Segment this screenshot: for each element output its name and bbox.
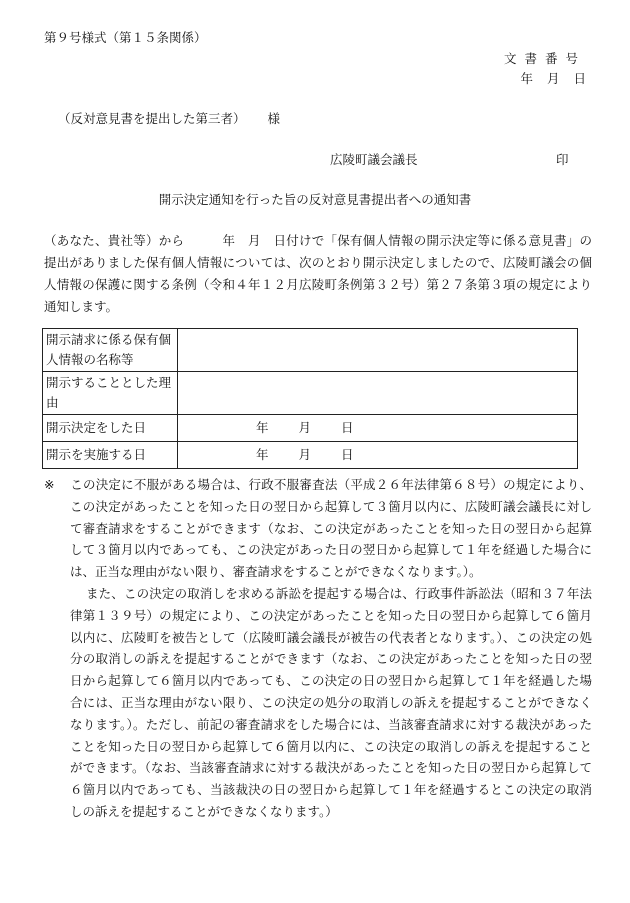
recipient-honorific: 様: [267, 111, 281, 126]
row-value-info-name: [178, 329, 578, 372]
table-row: [43, 415, 578, 442]
document-number-label: 文書番号: [503, 51, 586, 66]
table-row: [43, 329, 578, 372]
disclosure-info-table: [42, 328, 578, 469]
note-text-appeal: この決定に不服がある場合は、行政不服審査法（平成２６年法律第６８号）の規定により、この決定があったことを知った日の翌日から起算して３箇月以内に、広陵町議会議長に対して審査請求をすることができます（なお、この決定があったことを知った日の翌日から起算して３箇月以内であっても、この決定があった日の翌日から起算して１年を経過した場合には、正当な理由がない限り、審査請求をすることができなくなります。）。: [70, 477, 592, 580]
date-day-label: 日: [573, 71, 586, 86]
recipient-name: （反対意見書を提出した第三者）: [58, 111, 246, 126]
document-title: 開示決定通知を行った旨の反対意見書提出者への通知書: [158, 192, 472, 207]
decision-month-label: 月: [298, 420, 312, 435]
implementation-day-label: 日: [341, 447, 354, 462]
form-number: 第９号様式（第１５条関係）: [44, 30, 207, 45]
seal-mark: 印: [556, 152, 569, 167]
implementation-year-label: 年: [256, 447, 269, 462]
row-value-implementation-date: [178, 442, 578, 469]
note-mark: ※: [44, 477, 55, 492]
note-paragraph-lawsuit: また、この決定の取消しを求める訴訟を提起する場合は、行政事件訴訟法（昭和３７年法律第１３９号）の規定により、この決定があったことを知った日の翌日から起算して６箇月以内に、広陵町を被告として（広陵町議会議長が被告の代表者となります。）、この決定の処分の取消しの訴えを提起することができます（なお、この決定があったことを知った日の翌日から起算して６箇月以内であっても、この決定の日の翌日から起算して１年を経過した場合には、正当な理由がない限り、この決定の処分の取消しの訴えを提起することができなくなります。）。ただし、前記の審査請求をした場合には、当該審査請求に対する裁決があったことを知った日の翌日から起算して６箇月以内に、この決定の取消しの訴えを提起することができます。（なお、当該審査請求に対する裁決があったことを知った日の翌日から起算して６箇月以内であっても、当該裁決の日の翌日から起算して１年を経過するとこの決定の取消しの訴えを提起することができなくなります。）: [70, 585, 592, 819]
note-paragraph-appeal: [44, 474, 592, 583]
notes-section: [44, 474, 592, 823]
decision-year-label: 年: [256, 420, 269, 435]
table-row: [43, 372, 578, 415]
implementation-month-label: 月: [298, 447, 312, 462]
row-label-info-name: 開示請求に係る保有個人情報の名称等: [43, 329, 178, 372]
recipient-line: [58, 109, 280, 129]
table-row: [43, 442, 578, 469]
document-date: [506, 69, 586, 89]
row-value-decision-date: [178, 415, 578, 442]
date-month-label: 月: [546, 71, 560, 86]
intro-paragraph: （あなた、貴社等）から 年 月 日付けで「保有個人情報の開示決定等に係る意見書」の提出がありました保有個人情報については、次のとおり開示決定しましたので、広陵町議会の個人情報の保護に関する条例（令和４年１２月広陵町条例第３２号）第２７条第３項の規定により通知します。: [44, 233, 592, 314]
row-label-implementation-date: 開示を実施する日: [43, 442, 178, 469]
sender-name: 広陵町議会議長: [330, 152, 418, 167]
row-label-decision-date: 開示決定をした日: [43, 415, 178, 442]
row-label-reason: 開示することとした理由: [43, 372, 178, 415]
sender-line: [330, 150, 570, 170]
decision-day-label: 日: [341, 420, 354, 435]
row-value-reason: [178, 372, 578, 415]
date-year-label: 年: [520, 71, 533, 86]
